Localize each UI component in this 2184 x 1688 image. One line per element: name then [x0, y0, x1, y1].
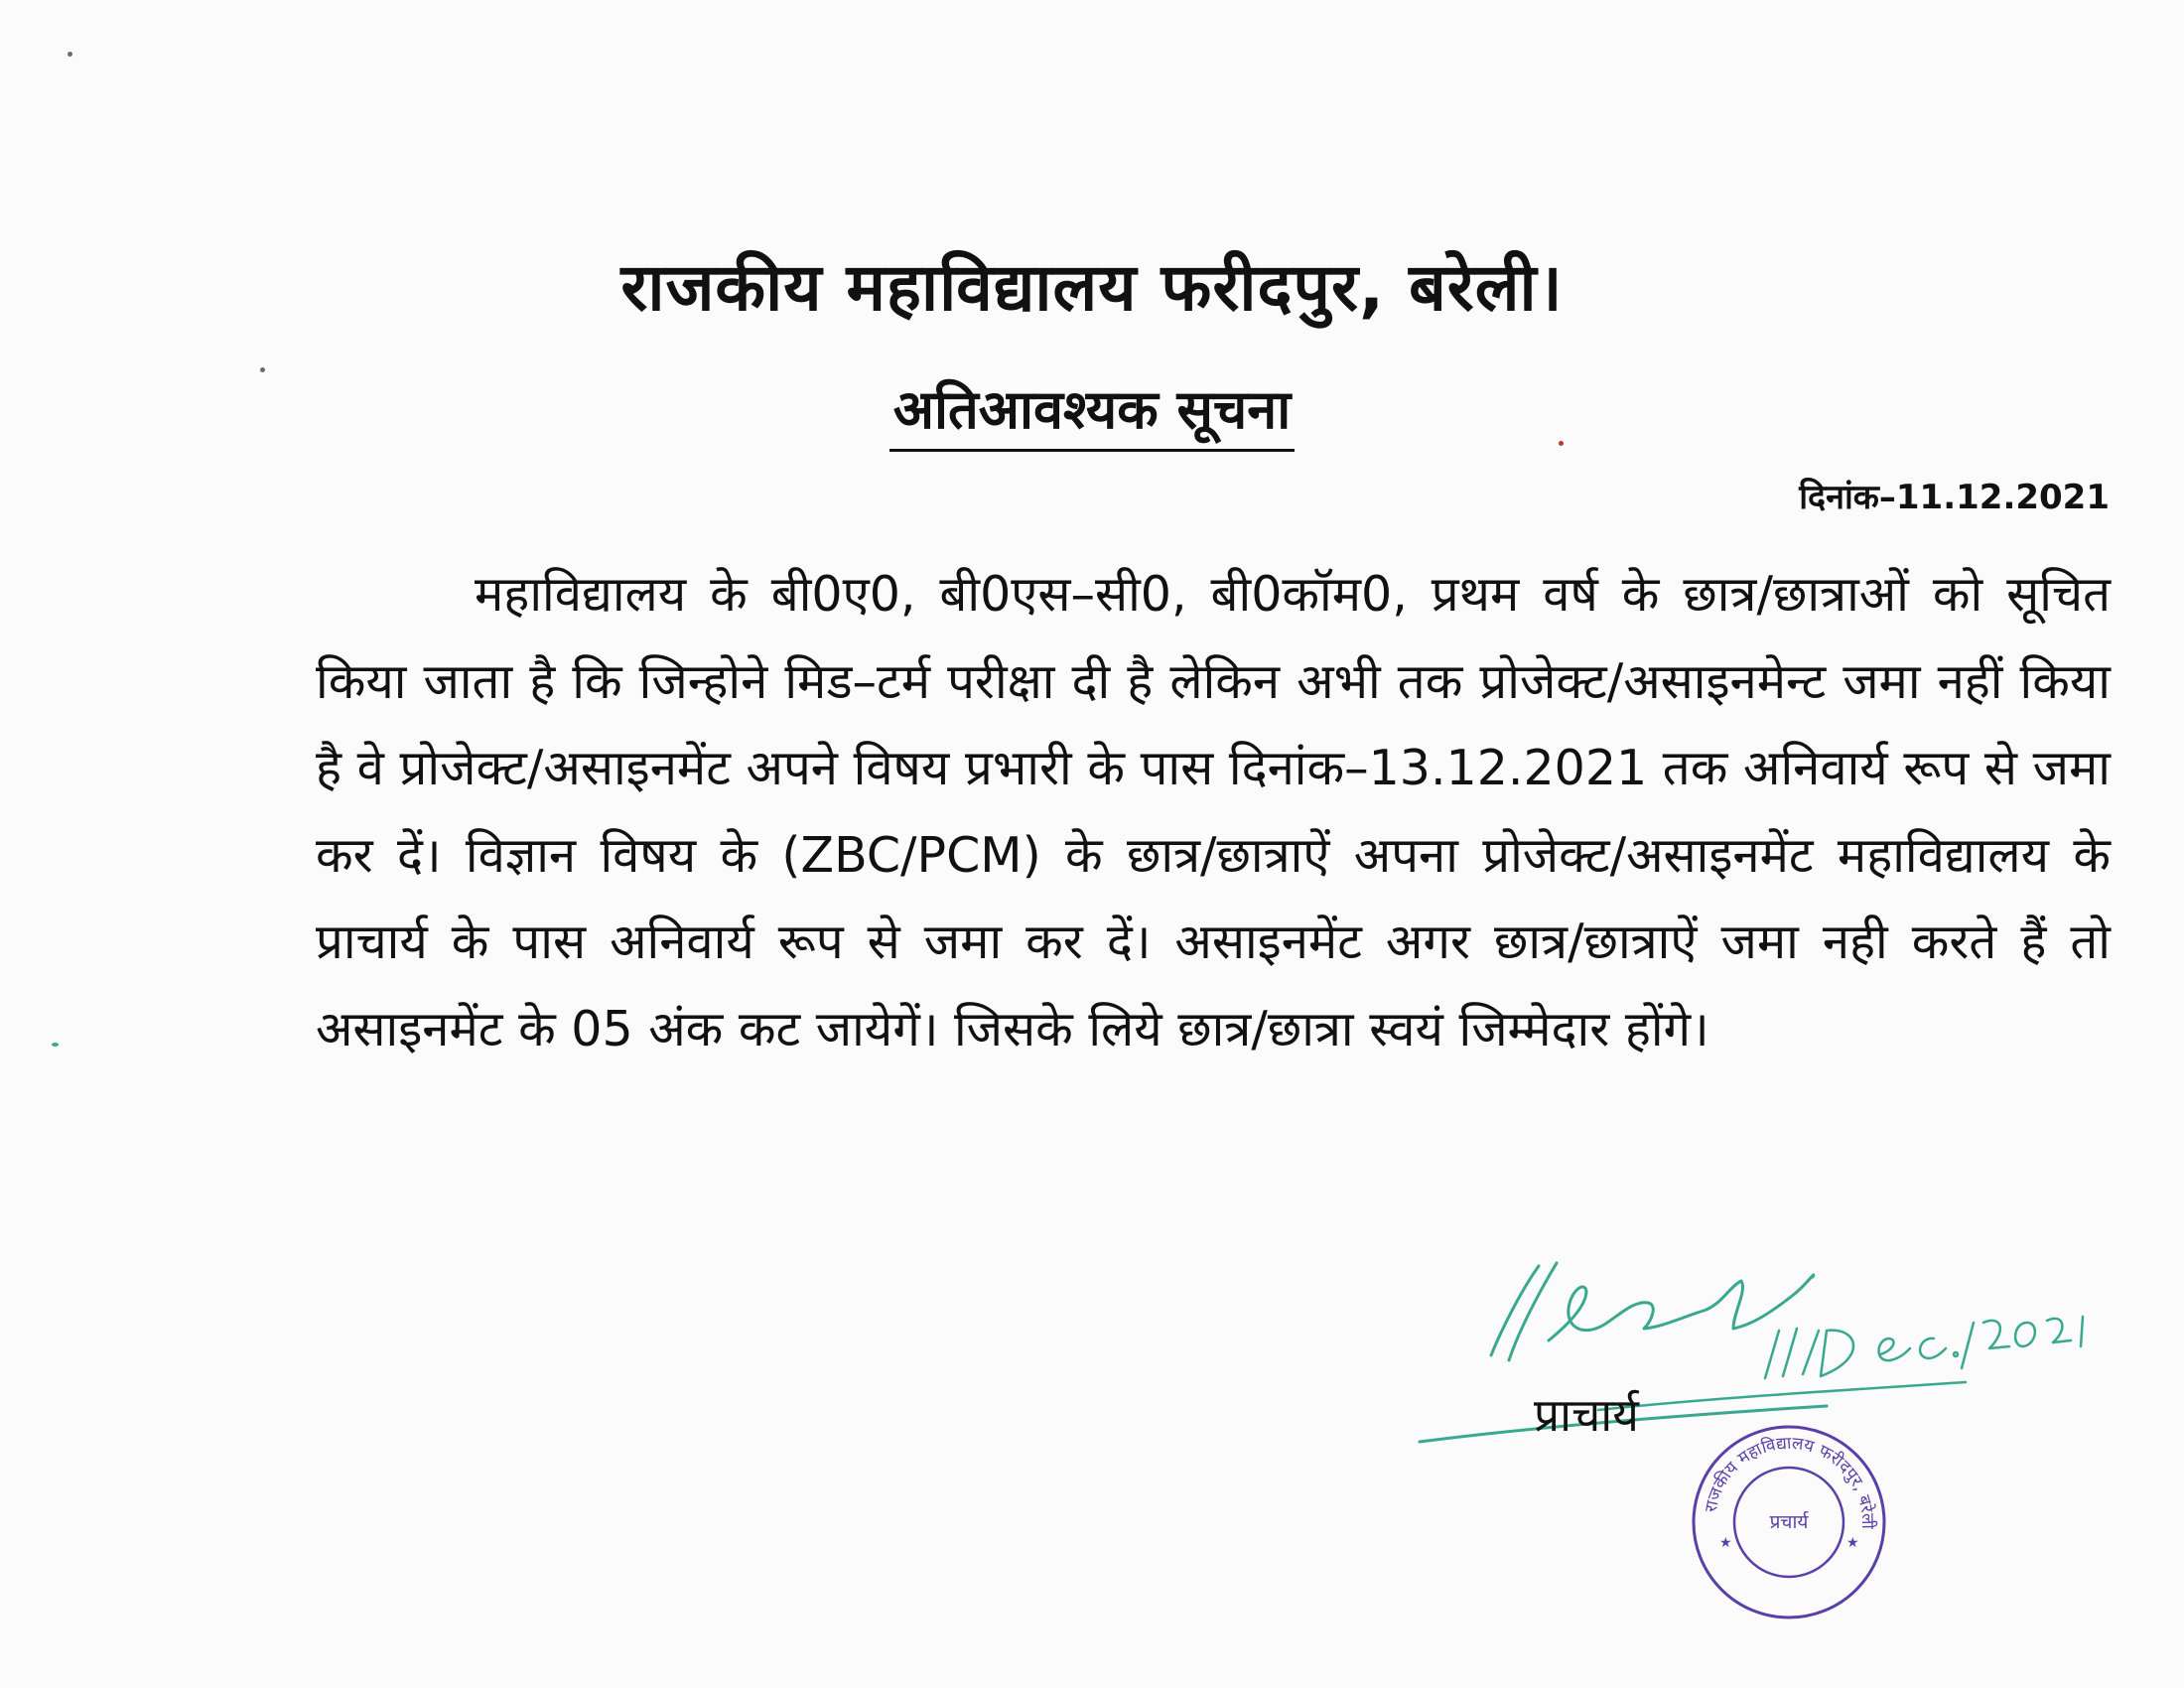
date-stroke	[1879, 1338, 1911, 1360]
stamp-star-icon: ★	[1719, 1535, 1732, 1551]
date-stroke	[1954, 1352, 1958, 1356]
date-stroke	[1821, 1331, 1853, 1376]
college-name-heading: राजकीय महाविद्यालय फरीदपुर, बरेली।	[620, 249, 1564, 326]
stamp-inner-text: प्रचार्य	[1769, 1511, 1809, 1533]
notice-date: दिनांक–11.12.2021	[1799, 478, 2110, 517]
notice-title	[0, 375, 2184, 452]
date-stroke	[2081, 1317, 2083, 1346]
signature-stroke	[1549, 1275, 1814, 1340]
signature-stroke	[1598, 1382, 1966, 1410]
college-seal-stamp	[1690, 1423, 1888, 1621]
date-stroke	[1920, 1338, 1946, 1358]
scan-speck	[260, 367, 265, 372]
principal-designation: प्राचार्य	[1534, 1388, 1639, 1442]
stamp-outer-text: राजकीय महाविद्यालय फरीदपुर, बरेली	[1701, 1433, 1878, 1529]
stamp-star-icon: ★	[1846, 1535, 1859, 1551]
date-stroke	[1783, 1329, 1797, 1376]
date-stroke	[2047, 1319, 2071, 1342]
date-stroke	[1983, 1321, 2009, 1348]
scan-speck	[52, 1043, 59, 1047]
signature-stroke	[1509, 1263, 1557, 1360]
notice-title-text: अतिआवश्यक सूचना	[889, 375, 1296, 452]
scan-speck	[68, 52, 72, 57]
notice-body-paragraph: महाविद्यालय के बी0ए0, बी0एस–सी0, बी0कॉम0, प्रथम वर्ष के छात्र/छात्राओं को सूचित किया जाता है कि जिन्होने मिड–टर्म परीक्षा दी है लेकिन अभी तक प्रोजेक्ट/असाइनमेन्ट जमा नहीं किया है वे प्रोजेक्ट/असाइनमेंट अपने विषय प्रभारी के पास दिनांक–13.12.2021 तक अनिवार्य रूप से जमा कर दें। विज्ञान विषय के (ZBC/PCM) के छात्र/छात्राऐं अपना प्रोजेक्ट/असाइनमेंट महाविद्यालय के प्राचार्य के पास अनिवार्य रूप से जमा कर दें। असाइनमेंट अगर छात्र/छात्राऐं जमा नही करते हैं तो असाइनमेंट के 05 अंक कट जायेगें। जिसके लिये छात्र/छात्रा स्वयं जिम्मेदार होंगे।	[316, 566, 2111, 1057]
handwritten-date	[1765, 1317, 2083, 1378]
date-stroke	[2015, 1323, 2035, 1346]
date-stroke	[1962, 1323, 1974, 1368]
date-stroke	[1765, 1331, 1779, 1378]
date-stroke	[1803, 1331, 1819, 1374]
